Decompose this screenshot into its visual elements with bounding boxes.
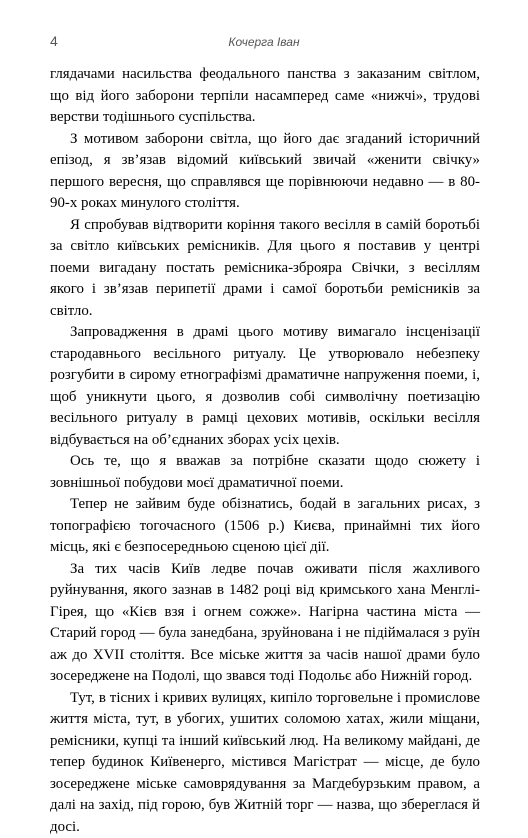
paragraph-4: Запровадження в драмі цього мотиву вимагало інсценізації стародавнього весільного ритуалу. Це утворювало небезпеку розгубити в сирому етнографізмі драматичне напруження поеми, і, щоб уникнути цього, я дозволив собі символічну поетизацію весільного ритуалу в рамці цехових мотивів, оскільки весілля відбувається на об’єднаних зборах усіх цехів. (50, 322, 480, 451)
page-number: 4 (50, 33, 58, 49)
paragraph-5: Ось те, що я вважав за потрібне сказати щодо сюжету і зовнішньої побудови моєї драматичної поеми. (50, 451, 480, 494)
paragraph-8: Тут, в тісних і кривих вулицях, кипіло торговельне і промислове життя міста, тут, в убогих, ушитих соломою хатах, жили міщани, ремісники, купці та інший київський люд. На великому майдані, де тепер будинок Київенерго, містився Магістрат — місце, де було зосереджене міське самоврядування за Магдебурзьким правом, а далі на захід, під горою, був Житній торг — назва, що збереглася й досі. (50, 688, 480, 838)
paragraph-2: З мотивом заборони світла, що його дає згаданий історичний епізод, я зв’язав відомий київський звичай «женити свічку» першого вересня, що справлявся ще порівнюючи недавно — в 80-90-х роках минулого століття. (50, 129, 480, 215)
paragraph-6: Тепер не зайвим буде обізнатись, бодай в загальних рисах, з топографією тогочасного (1506 р.) Києва, принаймні тих його місць, які є безпосередньою сценою цієї дії. (50, 494, 480, 559)
running-head: Кочерга Іван (50, 35, 478, 49)
body-text (50, 64, 480, 838)
paragraph-7: За тих часів Київ ледве почав оживати після жахливого руйнування, якого зазнав в 1482 році від кримського хана Менглі-Гірея, що «Кієв взя і огнем сожже». Нагірна частина міста — Старий город — була занедбана, зруйнована і не підіймалася з руїн аж до XVII століття. Все міське життя за часів нашої драми було зосереджене на Подолі, що звався тоді Подольє або Нижній город. (50, 559, 480, 688)
paragraph-1: глядачами насильства феодального панства з заказаним світлом, що від його заборони терпіли насамперед саме «нижчі», трудові верстви тодішнього суспільства. (50, 64, 480, 129)
page-header (50, 33, 478, 53)
paragraph-3: Я спробував відтворити коріння такого весілля в самій боротьбі за світло київських ремісників. Для цього я поставив у центрі поеми вигадану постать ремісника-зброяра Свічки, з весіллям якого і зв’язав перипетії драми і самої боротьби ремісників за світло. (50, 215, 480, 323)
